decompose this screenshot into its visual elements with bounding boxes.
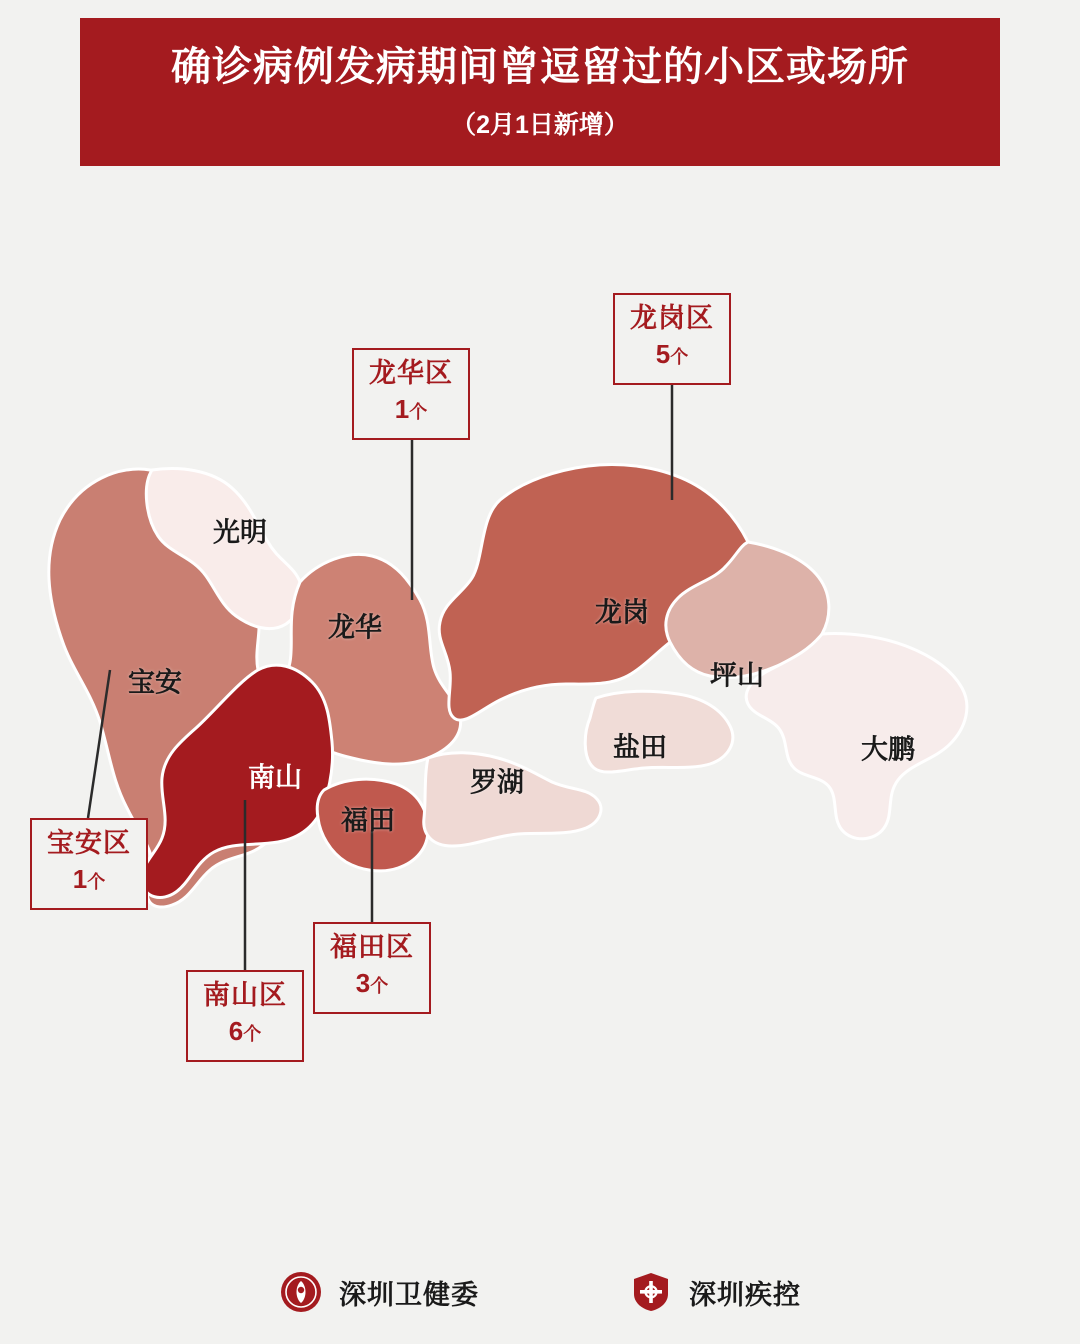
callout-baoan[interactable] (30, 818, 148, 910)
health-commission-logo-icon (279, 1270, 323, 1314)
footer-item-health-commission (279, 1270, 479, 1314)
callout-longgang[interactable] (613, 293, 731, 385)
footer-label-cdc: 深圳疾控 (689, 1279, 801, 1310)
callout-futian-count: 3个 (355, 968, 389, 999)
callout-futian[interactable] (313, 922, 431, 1014)
callout-futian-name: 福田区 (330, 932, 414, 962)
page-title: 确诊病例发病期间曾逗留过的小区或场所 (171, 45, 909, 89)
district-label-yantian: 盐田 (613, 732, 667, 763)
shenzhen-district-map (0, 170, 1080, 1230)
map-svg (0, 170, 1080, 1230)
footer-label-health-commission: 深圳卫健委 (339, 1279, 479, 1310)
district-label-luohu: 罗湖 (470, 767, 524, 798)
district-label-dapeng: 大鹏 (861, 734, 915, 765)
callout-longhua-count: 1个 (394, 394, 428, 425)
district-label-baoan: 宝安 (128, 667, 182, 698)
page-subtitle: （2月1日新增） (451, 111, 629, 139)
district-label-nanshan: 南山 (248, 762, 302, 793)
district-label-pingshan: 坪山 (710, 660, 764, 691)
district-label-futian: 福田 (341, 805, 395, 836)
callout-longgang-count: 5个 (655, 339, 689, 370)
district-label-longgang: 龙岗 (595, 597, 649, 628)
callout-nanshan-name: 南山区 (203, 980, 287, 1010)
callout-baoan-count: 1个 (72, 864, 106, 895)
callout-longgang-name: 龙岗区 (630, 303, 714, 333)
callout-longhua[interactable] (352, 348, 470, 440)
callout-baoan-name: 宝安区 (47, 828, 131, 858)
header-banner (80, 18, 1000, 166)
callout-longhua-name: 龙华区 (369, 358, 453, 388)
district-label-longhua: 龙华 (328, 612, 382, 643)
callout-nanshan[interactable] (186, 970, 304, 1062)
district-label-guangming: 光明 (213, 517, 267, 548)
region-dapeng (746, 634, 967, 839)
callout-nanshan-count: 6个 (228, 1016, 262, 1047)
footer-item-cdc (629, 1270, 801, 1314)
cdc-logo-icon (629, 1270, 673, 1314)
footer (0, 1270, 1080, 1314)
